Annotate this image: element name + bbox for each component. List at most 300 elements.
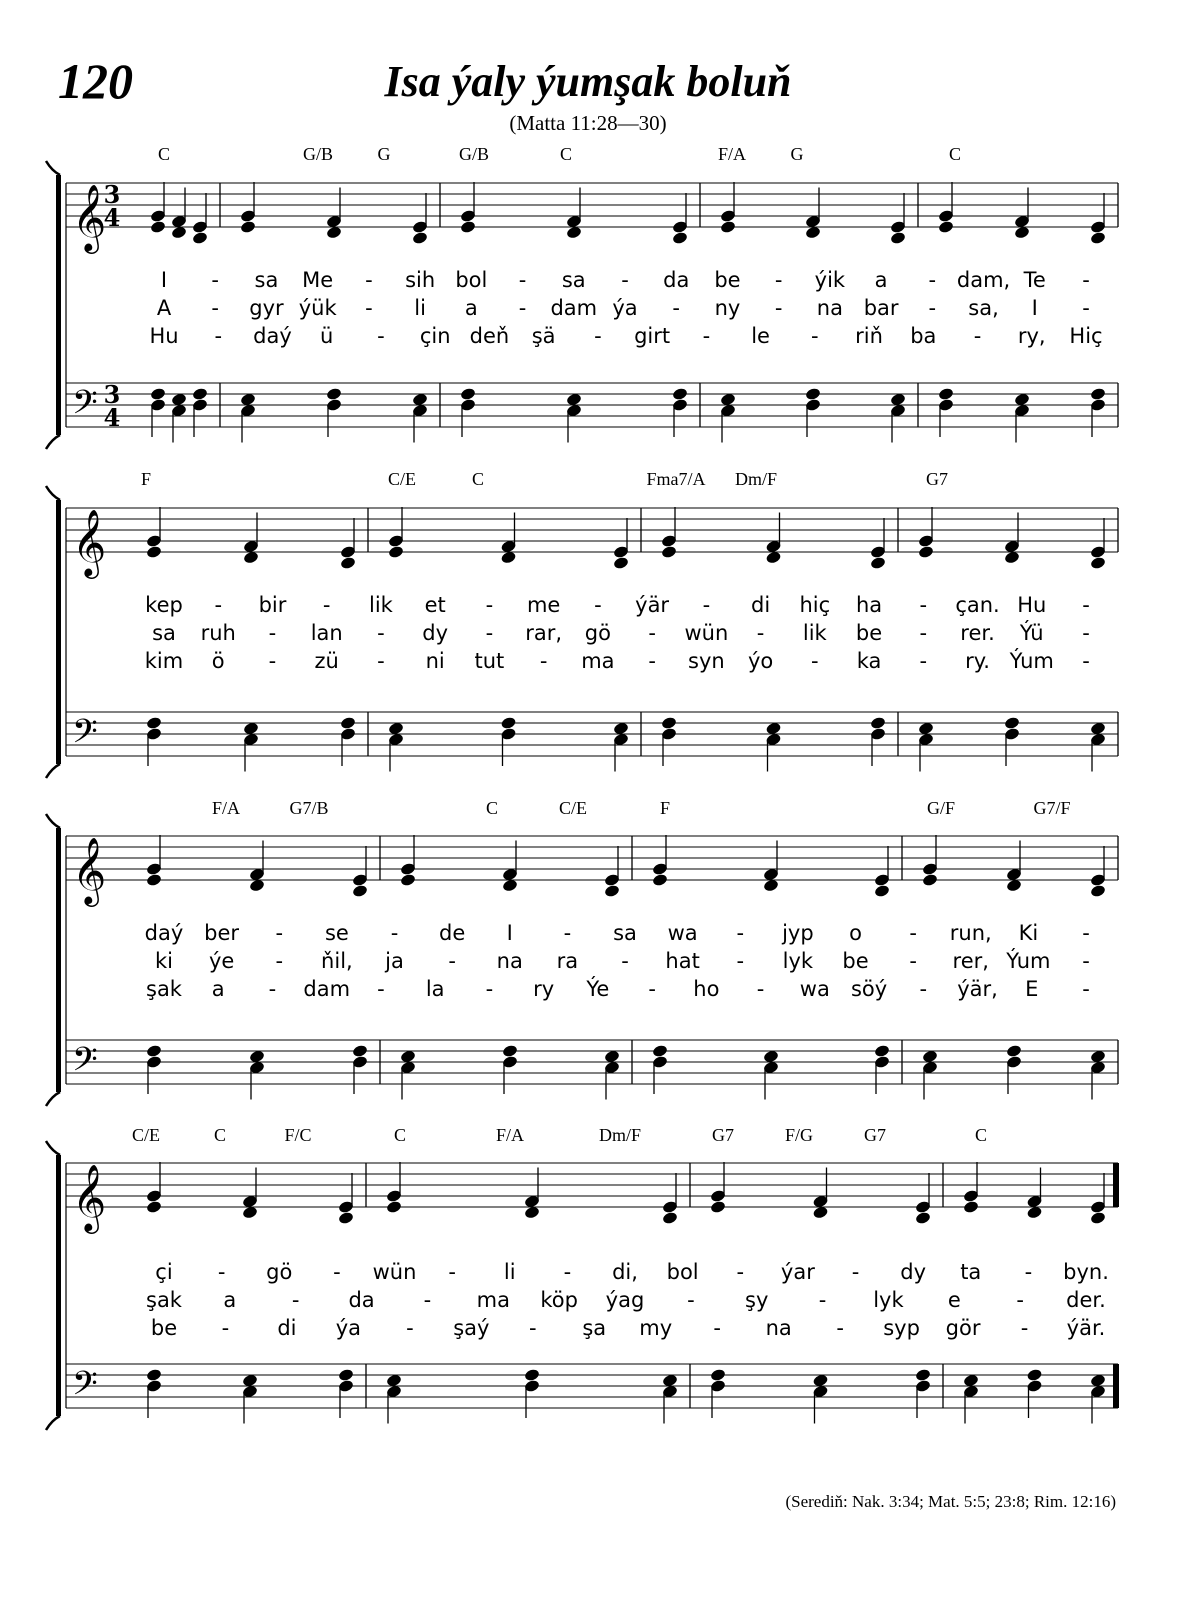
lyric-syllable: - [214, 593, 223, 617]
lyric-syllable: - [702, 593, 711, 617]
notehead [812, 1205, 829, 1219]
lyric-syllable: di [277, 1316, 297, 1340]
notehead [412, 231, 429, 245]
notehead [938, 220, 955, 234]
notehead [243, 721, 260, 735]
lyric-syllable: - [919, 649, 928, 673]
lyric-syllable: - [919, 621, 928, 645]
notehead [812, 1373, 829, 1387]
notehead [400, 873, 417, 887]
notehead [604, 884, 621, 898]
lyric-syllable: - [1082, 268, 1090, 292]
chord-symbol: C [948, 144, 962, 164]
lyric-syllable: - [1082, 296, 1090, 320]
lyric-syllable: ö [211, 649, 225, 673]
treble-clef-icon: 𝄞 [72, 1163, 107, 1231]
lyric-syllable: - [211, 296, 220, 320]
lyric-syllable: - [1082, 977, 1090, 1001]
lyric-syllable: - [818, 1288, 827, 1312]
lyric-syllable: daý [144, 921, 184, 945]
notehead [1014, 225, 1031, 239]
notehead [326, 225, 343, 239]
lyric-syllable: wa [799, 977, 830, 1001]
notehead [870, 716, 887, 730]
lyric-syllable: - [736, 949, 745, 973]
lyric-syllable: - [756, 621, 765, 645]
notehead [763, 1049, 780, 1063]
notehead [915, 1368, 932, 1382]
lyric-syllable: ka [856, 649, 882, 673]
lyric-syllable: - [377, 649, 385, 673]
lyric-syllable: ry. [965, 649, 990, 673]
lyric-syllable: dy [900, 1260, 927, 1284]
chord-symbol: G [790, 144, 804, 164]
notehead [460, 387, 477, 401]
notehead [338, 1211, 355, 1225]
lyric-syllable: Te [1023, 268, 1046, 292]
lyric-syllable: a [223, 1288, 237, 1312]
lyric-syllable: gö [584, 621, 611, 645]
chord-symbol: Dm/F [734, 469, 778, 489]
lyric-syllable: da [663, 268, 690, 292]
notehead [890, 392, 907, 406]
lyric-syllable: deň [469, 324, 510, 348]
notehead [460, 220, 477, 234]
lyric-syllable: ýe [208, 949, 235, 973]
lyric-syllable: ýär, [957, 977, 998, 1001]
notehead [150, 220, 167, 234]
lyric-syllable: bol [455, 268, 488, 292]
notehead [352, 1044, 369, 1058]
bass-staff [66, 1040, 1118, 1087]
lyric-syllable: - [713, 1316, 721, 1340]
notehead [146, 716, 163, 730]
lyric-syllable: a [874, 268, 888, 292]
notehead [249, 1049, 266, 1063]
lyric-syllable: ňil, [321, 949, 353, 973]
lyric-syllable: - [268, 977, 277, 1001]
lyric-syllable: - [518, 296, 527, 320]
lyric-syllable: - [390, 921, 399, 945]
notehead [240, 392, 257, 406]
lyric-syllable: rer, [952, 949, 989, 973]
notehead [672, 387, 689, 401]
chord-symbol: C [471, 469, 485, 489]
lyric-syllable: - [594, 324, 602, 348]
lyric-syllable: di [751, 593, 771, 617]
lyric-syllable: ýag [605, 1288, 645, 1312]
notehead [613, 556, 630, 570]
lyric-syllable: - [365, 268, 373, 292]
lyric-syllable: - [377, 324, 385, 348]
lyric-syllable: a [464, 296, 478, 320]
notehead [171, 392, 188, 406]
song-number: 120 [58, 53, 133, 109]
notehead [192, 231, 209, 245]
lyric-syllable: dam, [956, 268, 1011, 292]
lyric-syllable: Hu [149, 324, 179, 348]
lyric-syllable: - [594, 593, 602, 617]
bass-staff [66, 380, 1118, 432]
system-bracket [56, 828, 61, 1092]
lyric-syllable: ü [320, 324, 334, 348]
notehead [765, 721, 782, 735]
lyric-syllable: lan [310, 621, 343, 645]
lyric-syllable: - [1082, 949, 1090, 973]
chord-symbol: G/B [458, 144, 490, 164]
notehead [338, 1368, 355, 1382]
notehead [710, 1368, 727, 1382]
lyric-syllable: A [156, 296, 172, 320]
lyric-syllable: sa [254, 268, 279, 292]
notehead [502, 1044, 519, 1058]
lyric-syllable: di, [612, 1260, 638, 1284]
lyric-syllable: lyk [782, 949, 814, 973]
lyric-syllable: me [526, 593, 561, 617]
lyric-syllable: na [765, 1316, 792, 1340]
lyric-syllable: - [423, 1288, 432, 1312]
lyric-syllable: şä [531, 324, 556, 348]
lyric-syllable: hiç [799, 593, 831, 617]
lyric-syllable: - [377, 621, 385, 645]
notehead [1006, 1044, 1023, 1058]
system-bracket [56, 500, 61, 764]
treble-staff [66, 836, 1118, 907]
lyric-syllable: - [1016, 1288, 1024, 1312]
treble-clef-icon: 𝄞 [72, 508, 107, 576]
lyric-syllable: ýär. [1066, 1316, 1106, 1340]
chord-symbol: C [393, 1125, 407, 1145]
lyric-syllable: - [909, 921, 917, 945]
lyric-syllable: - [333, 1260, 341, 1284]
notehead [566, 225, 583, 239]
notehead [1090, 231, 1107, 245]
lyric-syllable: - [648, 977, 656, 1001]
lyric-syllable: gör [945, 1316, 981, 1340]
lyric-syllable: lik [369, 593, 393, 617]
notehead [1090, 556, 1107, 570]
notehead [604, 1049, 621, 1063]
lyric-syllable: - [836, 1316, 844, 1340]
lyric-syllable: be [714, 268, 741, 292]
lyric-syllable: bar [863, 296, 899, 320]
lyric-syllable: li [503, 1260, 516, 1284]
lyric-syllable: Ki [1018, 921, 1039, 945]
notehead [388, 545, 405, 559]
notehead [1090, 884, 1107, 898]
lyric-syllable: gö [266, 1260, 293, 1284]
lyric-syllable: wün [684, 621, 729, 645]
notehead [613, 721, 630, 735]
chord-symbol: Dm/F [598, 1125, 642, 1145]
lyric-syllable: wün [372, 1260, 417, 1284]
lyric-syllable: ýik [814, 268, 846, 292]
lyric-syllable: - [406, 1316, 414, 1340]
song-title: Isa ýaly ýumşak boluň [384, 57, 792, 106]
scripture-reference: (Matta 11:28—30) [509, 111, 667, 135]
notehead [1090, 387, 1107, 401]
lyric-syllable: ýar [780, 1260, 815, 1284]
notehead [386, 1200, 403, 1214]
notehead [1004, 716, 1021, 730]
treble-clef-icon: 𝄞 [72, 836, 107, 904]
chord-symbol: F [659, 798, 671, 818]
bass-clef-icon: 𝄢 [72, 1041, 98, 1087]
music-system [46, 144, 1118, 449]
lyric-syllable: - [811, 324, 819, 348]
notehead [400, 1049, 417, 1063]
music-system [46, 469, 1118, 778]
notehead [1090, 1049, 1107, 1063]
lyric-syllable: - [539, 649, 548, 673]
lyric-syllable: et [424, 593, 446, 617]
lyric-syllable: na [816, 296, 843, 320]
notehead [918, 721, 935, 735]
lyric-syllable: - [756, 977, 765, 1001]
chord-symbol: F/A [495, 1125, 525, 1145]
lyric-syllable: rar, [525, 621, 563, 645]
chord-symbol: G7/F [1033, 798, 1071, 818]
music-system [46, 798, 1118, 1106]
notehead [340, 716, 357, 730]
notehead [502, 878, 519, 892]
lyric-syllable: sih [405, 268, 436, 292]
lyric-syllable: şy [745, 1288, 769, 1312]
notehead [146, 873, 163, 887]
chord-symbol: C/E [558, 798, 588, 818]
lyric-syllable: I [1031, 296, 1038, 320]
lyric-syllable: çi [155, 1260, 173, 1284]
notehead [763, 878, 780, 892]
lyric-syllable: girt [634, 324, 671, 348]
lyric-syllable: Ýum [1006, 949, 1051, 973]
lyric-syllable: - [774, 296, 783, 320]
treble-staff [66, 1163, 1118, 1234]
lyric-syllable: şak [146, 977, 182, 1001]
notehead [662, 1211, 679, 1225]
treble-clef-icon: 𝄞 [72, 183, 107, 251]
time-signature-top: 3 [103, 380, 121, 409]
lyric-syllable: - [518, 268, 527, 292]
lyric-syllable: E [1025, 977, 1039, 1001]
lyric-syllable: dam [550, 296, 598, 320]
lyric-syllable: çin [419, 324, 451, 348]
notehead [874, 1044, 891, 1058]
lyric-syllable: ýa [335, 1316, 362, 1340]
lyric-syllable: - [919, 977, 928, 1001]
cross-references: (Serediň: Nak. 3:34; Mat. 5:5; 23:8; Rim. 12:16) [785, 1492, 1116, 1511]
chord-symbol: C [559, 144, 573, 164]
lyric-syllable: - [672, 296, 681, 320]
lyric-syllable: - [291, 1288, 300, 1312]
lyric-syllable: be [855, 621, 883, 645]
time-signature-top: 3 [103, 180, 121, 209]
notehead [243, 550, 260, 564]
chord-symbol: F/G [784, 1125, 814, 1145]
notehead [661, 545, 678, 559]
lyric-syllable: run, [949, 921, 992, 945]
notehead [326, 387, 343, 401]
lyric-syllable: a [211, 977, 225, 1001]
notehead [352, 884, 369, 898]
chord-symbol: G7 [864, 1125, 886, 1145]
lyric-syllable: ýo [747, 649, 774, 673]
lyric-syllable: riň [855, 324, 883, 348]
notehead [1026, 1368, 1043, 1382]
lyric-syllable: sa, [968, 296, 999, 320]
notehead [1004, 550, 1021, 564]
lyric-syllable: - [909, 949, 917, 973]
lyric-syllable: - [736, 921, 745, 945]
lyric-syllable: Hu [1017, 593, 1047, 617]
lyric-syllable: - [268, 621, 277, 645]
lyric-syllable: ýük [298, 296, 337, 320]
lyric-syllable: - [774, 268, 783, 292]
notehead [412, 392, 429, 406]
lyric-syllable: kep [145, 593, 183, 617]
chord-symbol: F/A [717, 144, 747, 164]
notehead [249, 878, 266, 892]
lyric-syllable: Ýum [1009, 649, 1054, 673]
lyric-syllable: Hiç [1069, 324, 1103, 348]
lyric-syllable: - [563, 1260, 572, 1284]
lyric-syllable: o [849, 921, 862, 945]
lyric-syllable: I [506, 921, 513, 945]
lyric-syllable: - [621, 268, 629, 292]
lyric-syllable: ba [910, 324, 937, 348]
lyric-syllable: na [496, 949, 523, 973]
notehead [661, 716, 678, 730]
notehead [500, 550, 517, 564]
chord-symbol: G7/B [289, 798, 329, 818]
lyric-syllable: sa [561, 268, 586, 292]
notehead [805, 387, 822, 401]
lyric-syllable: ho [693, 977, 720, 1001]
chord-symbol: C [974, 1125, 988, 1145]
lyric-syllable: ki [155, 949, 173, 973]
chord-symbol: F [140, 469, 152, 489]
lyric-syllable: hat [665, 949, 700, 973]
lyric-syllable: - [563, 921, 572, 945]
notehead [146, 545, 163, 559]
chord-symbol: G7 [712, 1125, 734, 1145]
lyric-syllable: be [150, 1316, 178, 1340]
lyric-syllable: - [275, 921, 284, 945]
lyric-syllable: - [928, 268, 937, 292]
chord-symbol: C/E [387, 469, 417, 489]
notehead [1026, 1205, 1043, 1219]
notehead [720, 220, 737, 234]
lyric-syllable: - [928, 296, 937, 320]
lyric-syllable: ja [385, 949, 404, 973]
lyric-syllable: lyk [873, 1288, 904, 1312]
lyric-syllable: - [648, 621, 656, 645]
bass-clef-icon: 𝄢 [72, 713, 98, 759]
notehead [388, 721, 405, 735]
notehead [652, 873, 669, 887]
lyric-syllable: tut [474, 649, 505, 673]
chord-symbol: Fma7/A [646, 469, 706, 489]
lyric-syllable: sa [152, 621, 176, 645]
lyric-syllable: Ýe [586, 977, 610, 1001]
lyric-syllable: zü [314, 649, 339, 673]
lyric-syllable: byn. [1063, 1260, 1109, 1284]
lyric-syllable: - [377, 977, 385, 1001]
notehead [870, 556, 887, 570]
lyric-syllable: dam [303, 977, 351, 1001]
lyric-syllable: - [448, 949, 456, 973]
chord-symbol: F/C [284, 1125, 312, 1145]
lyric-syllable: ha [855, 593, 883, 617]
bass-staff [66, 1364, 1118, 1411]
lyric-syllable: li [414, 296, 426, 320]
lyric-syllable: - [621, 949, 629, 973]
lyric-syllable: syn [688, 649, 725, 673]
notehead [566, 392, 583, 406]
lyric-syllable: my [639, 1316, 673, 1340]
lyric-syllable: söý [850, 977, 888, 1001]
lyric-syllable: - [214, 324, 223, 348]
lyric-syllable: ry [533, 977, 555, 1001]
lyric-syllable: - [851, 1260, 860, 1284]
lyric-syllable: - [485, 593, 494, 617]
notehead [242, 1373, 259, 1387]
lyric-syllable: le [751, 324, 770, 348]
notehead [672, 231, 689, 245]
notehead [890, 231, 907, 245]
lyric-syllable: şa [582, 1316, 607, 1340]
lyric-syllable: - [973, 324, 982, 348]
lyric-syllable: köp [540, 1288, 578, 1312]
treble-staff [66, 180, 1118, 254]
lyric-syllable: jyp [782, 921, 814, 945]
notehead [242, 1205, 259, 1219]
lyric-syllable: da [348, 1288, 375, 1312]
notehead [146, 1200, 163, 1214]
notehead [150, 387, 167, 401]
lyric-syllable: - [221, 1316, 230, 1340]
lyric-syllable: de [439, 921, 466, 945]
final-barline [1113, 1163, 1118, 1207]
notehead [652, 1044, 669, 1058]
lyric-syllable: gyr [249, 296, 284, 320]
lyric-syllable: - [702, 324, 711, 348]
lyric-syllable: ni [425, 649, 445, 673]
lyric-syllable: - [485, 977, 494, 1001]
music-systems [46, 144, 1118, 1430]
notehead [938, 387, 955, 401]
lyric-syllable: rer. [960, 621, 995, 645]
chord-symbol: G [377, 144, 391, 164]
music-system [46, 1125, 1118, 1430]
notehead [805, 225, 822, 239]
lyric-syllable: şak [146, 1288, 182, 1312]
lyric-syllable: daý [253, 324, 292, 348]
notehead [765, 550, 782, 564]
lyric-syllable: sa [613, 921, 637, 945]
notehead [1090, 1373, 1107, 1387]
notehead [1006, 878, 1023, 892]
notehead [192, 387, 209, 401]
lyric-syllable: e [947, 1288, 961, 1312]
bass-staff [66, 712, 1118, 759]
notehead [1090, 1211, 1107, 1225]
notehead [171, 225, 188, 239]
notehead [922, 1049, 939, 1063]
lyric-syllable: - [811, 649, 819, 673]
lyric-syllable: la [425, 977, 445, 1001]
time-signature-bottom: 4 [103, 203, 121, 232]
